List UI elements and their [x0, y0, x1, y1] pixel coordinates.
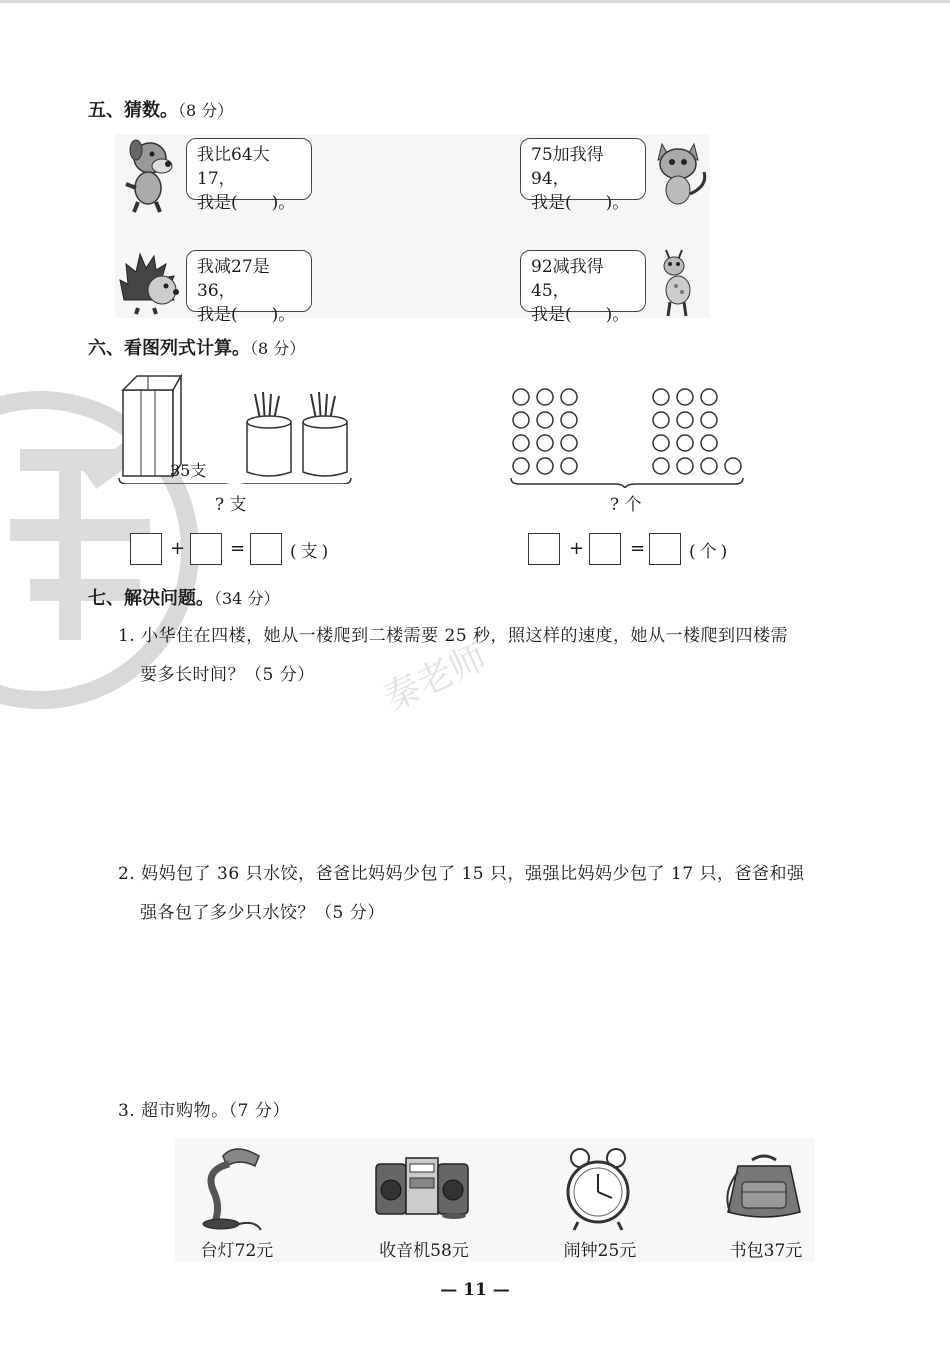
backpack-icon: [718, 1152, 810, 1224]
right-unit: (个): [689, 542, 732, 562]
section5-heading: [88, 96, 233, 122]
left-equals: =: [230, 538, 246, 559]
right-plus: +: [569, 538, 585, 559]
right-answer-box-2[interactable]: [589, 533, 621, 565]
top-border: [0, 0, 950, 3]
speech-bubble-2: [520, 138, 646, 213]
bubble-3-line2: 我是( )。: [197, 305, 296, 325]
bubble-4-line1: 92减我得45，: [531, 257, 604, 301]
deer-icon: [652, 246, 702, 318]
section6-heading: [88, 334, 305, 360]
right-equals: =: [630, 538, 646, 559]
section7-score: （34 分）: [214, 589, 280, 608]
question-2-line1: 2. 妈妈包了 36 只水饺，爸爸比妈妈少包了 15 只，强强比妈妈少包了 17 只，爸爸和强: [118, 864, 805, 884]
question-3: 3. 超市购物。（7 分）: [118, 1101, 290, 1121]
left-answer-box-3[interactable]: [250, 533, 282, 565]
question-2-line2: 强各包了多少只水饺？（5 分）: [140, 903, 385, 923]
bubble-1-line2: 我是( )。: [197, 193, 296, 213]
bundle-count-label: 35支: [170, 461, 207, 480]
item-label-lamp: 台灯72元: [200, 1241, 274, 1261]
pencil-bundle-diagram: [115, 372, 355, 484]
bubble-2-line2: 我是( )。: [531, 193, 630, 213]
speech-bubble-4: [520, 250, 646, 325]
circles-diagram: [505, 384, 755, 488]
alarm-clock-icon: [560, 1142, 636, 1232]
bubble-2-line1: 75加我得94，: [531, 145, 604, 189]
radio-icon: [372, 1150, 472, 1222]
section7-title: 七、解决问题。: [88, 588, 214, 609]
hedgehog-icon: [118, 250, 182, 316]
left-unit: (支): [290, 542, 333, 562]
right-total-label: ? 个: [610, 495, 642, 515]
left-answer-box-2[interactable]: [190, 533, 222, 565]
item-label-alarm-clock: 闹钟25元: [563, 1241, 637, 1261]
right-answer-box-3[interactable]: [649, 533, 681, 565]
bubble-3-line1: 我减27是36，: [197, 257, 270, 301]
item-label-radio: 收音机58元: [379, 1241, 469, 1261]
page-number: — 11 —: [440, 1280, 510, 1300]
bubble-1-line1: 我比64大17，: [197, 145, 270, 189]
question-1-line1: 1. 小华住在四楼，她从一楼爬到二楼需要 25 秒，照这样的速度，她从一楼爬到四楼需: [118, 626, 789, 646]
section5-title: 五、猜数。: [88, 100, 178, 121]
left-total-label: ? 支: [215, 495, 247, 515]
watermark-text: 秦老师: [377, 636, 493, 720]
speech-bubble-3: [186, 250, 312, 325]
section6-title: 六、看图列式计算。: [88, 338, 250, 359]
dog-icon: [118, 136, 180, 214]
item-label-backpack: 书包37元: [729, 1241, 803, 1261]
left-plus: +: [170, 538, 186, 559]
bubble-4-line2: 我是( )。: [531, 305, 630, 325]
section5-score: （8 分）: [178, 101, 234, 120]
left-answer-box-1[interactable]: [130, 533, 162, 565]
question-1-line2: 要多长时间？（5 分）: [140, 665, 315, 685]
speech-bubble-1: [186, 138, 312, 213]
lamp-icon: [195, 1140, 275, 1232]
section6-score: （8 分）: [250, 339, 306, 358]
right-answer-box-1[interactable]: [528, 533, 560, 565]
section7-heading: [88, 584, 279, 610]
cat-icon: [650, 136, 712, 206]
